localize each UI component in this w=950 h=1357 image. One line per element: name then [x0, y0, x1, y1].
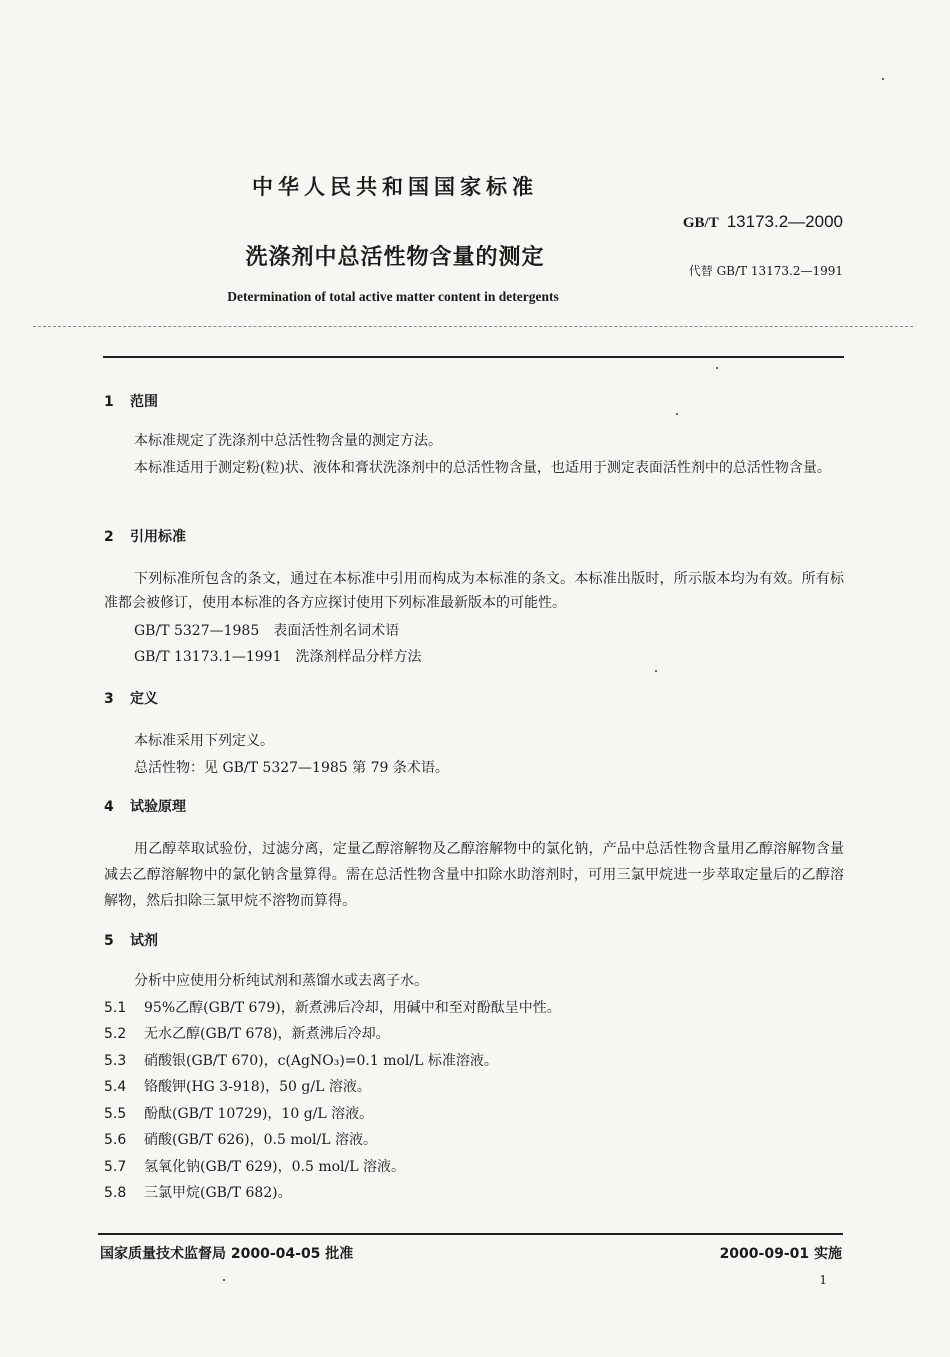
footer-rule — [98, 1233, 843, 1235]
reagent-item: 5.3 硝酸银(GB/T 670)，c(AgNO₃)=0.1 mol/L 标准溶液。 — [104, 1053, 498, 1069]
header-rule — [103, 356, 844, 358]
national-standard-heading: 中华人民共和国国家标准 — [252, 175, 538, 199]
section-1-heading: 1 范围 — [104, 394, 158, 410]
standard-code: 13173.2—2000 — [726, 212, 843, 231]
reagent-item: 5.7 氢氧化钠(GB/T 629)，0.5 mol/L 溶液。 — [104, 1159, 405, 1175]
section-3-para-1: 本标准采用下列定义。 — [134, 733, 274, 749]
replaces-standard: 代替 GB/T 13173.2—1991 — [688, 264, 843, 278]
section-5-intro: 分析中应使用分析纯试剂和蒸馏水或去离子水。 — [134, 973, 428, 989]
section-3-heading: 3 定义 — [104, 691, 158, 707]
reagent-item: 5.8 三氯甲烷(GB/T 682)。 — [104, 1185, 292, 1201]
reference-2: GB/T 13173.1—1991 洗涤剂样品分样方法 — [134, 649, 422, 665]
section-4-heading: 4 试验原理 — [104, 799, 186, 815]
section-2-heading: 2 引用标准 — [104, 529, 186, 545]
scan-speck — [716, 367, 718, 369]
scan-speck — [676, 413, 678, 415]
reagent-item: 5.5 酚酞(GB/T 10729)，10 g/L 溶液。 — [104, 1106, 374, 1122]
standard-number — [683, 212, 843, 232]
scan-speck — [655, 670, 657, 672]
section-4-para-1: 用乙醇萃取试验份，过滤分离，定量乙醇溶解物及乙醇溶解物中的氯化钠，产品中总活性物含量用乙醇溶解物含量减去乙醇溶解物中的氯化钠含量算得。需在总活性物含量中扣除水助溶剂时，可用三氯甲烷进一步萃取定量后的乙醇溶解物，然后扣除三氯甲烷不溶物而算得。 — [104, 841, 844, 909]
document-title-en: Determination of total active matter content in detergents — [227, 289, 559, 304]
scan-speck — [882, 78, 884, 80]
effective-date: 2000-09-01 实施 — [719, 1246, 842, 1262]
standard-prefix: GB/T — [682, 215, 719, 231]
section-1-para-2: 本标准适用于测定粉(粒)状、液体和膏状洗涤剂中的总活性物含量，也适用于测定表面活性剂中的总活性物含量。 — [134, 460, 831, 476]
section-2-para-1: 下列标准所包含的条文，通过在本标准中引用而构成为本标准的条文。本标准出版时，所示版本均为有效。所有标准都会被修订，使用本标准的各方应探讨使用下列标准最新版本的可能性。 — [104, 571, 844, 611]
section-1-para-1: 本标准规定了洗涤剂中总活性物含量的测定方法。 — [134, 433, 442, 449]
reagent-item: 5.6 硝酸(GB/T 626)，0.5 mol/L 溶液。 — [104, 1132, 377, 1148]
reagent-item: 5.2 无水乙醇(GB/T 678)，新煮沸后冷却。 — [104, 1026, 390, 1042]
scan-artifact-line — [33, 326, 913, 327]
document-title-cn: 洗涤剂中总活性物含量的测定 — [245, 245, 545, 270]
page-number: 1 — [819, 1273, 827, 1287]
reference-1: GB/T 5327—1985 表面活性剂名词术语 — [134, 623, 400, 639]
scan-speck — [223, 1279, 225, 1281]
section-5-heading: 5 试剂 — [104, 933, 158, 949]
reagent-item: 5.4 铬酸钾(HG 3-918)，50 g/L 溶液。 — [104, 1079, 371, 1095]
section-3-para-2: 总活性物：见 GB/T 5327—1985 第 79 条术语。 — [134, 760, 449, 776]
reagent-item: 5.1 95%乙醇(GB/T 679)，新煮沸后冷却，用碱中和至对酚酞呈中性。 — [104, 1000, 561, 1016]
approval-line: 国家质量技术监督局 2000-04-05 批准 — [100, 1246, 354, 1262]
